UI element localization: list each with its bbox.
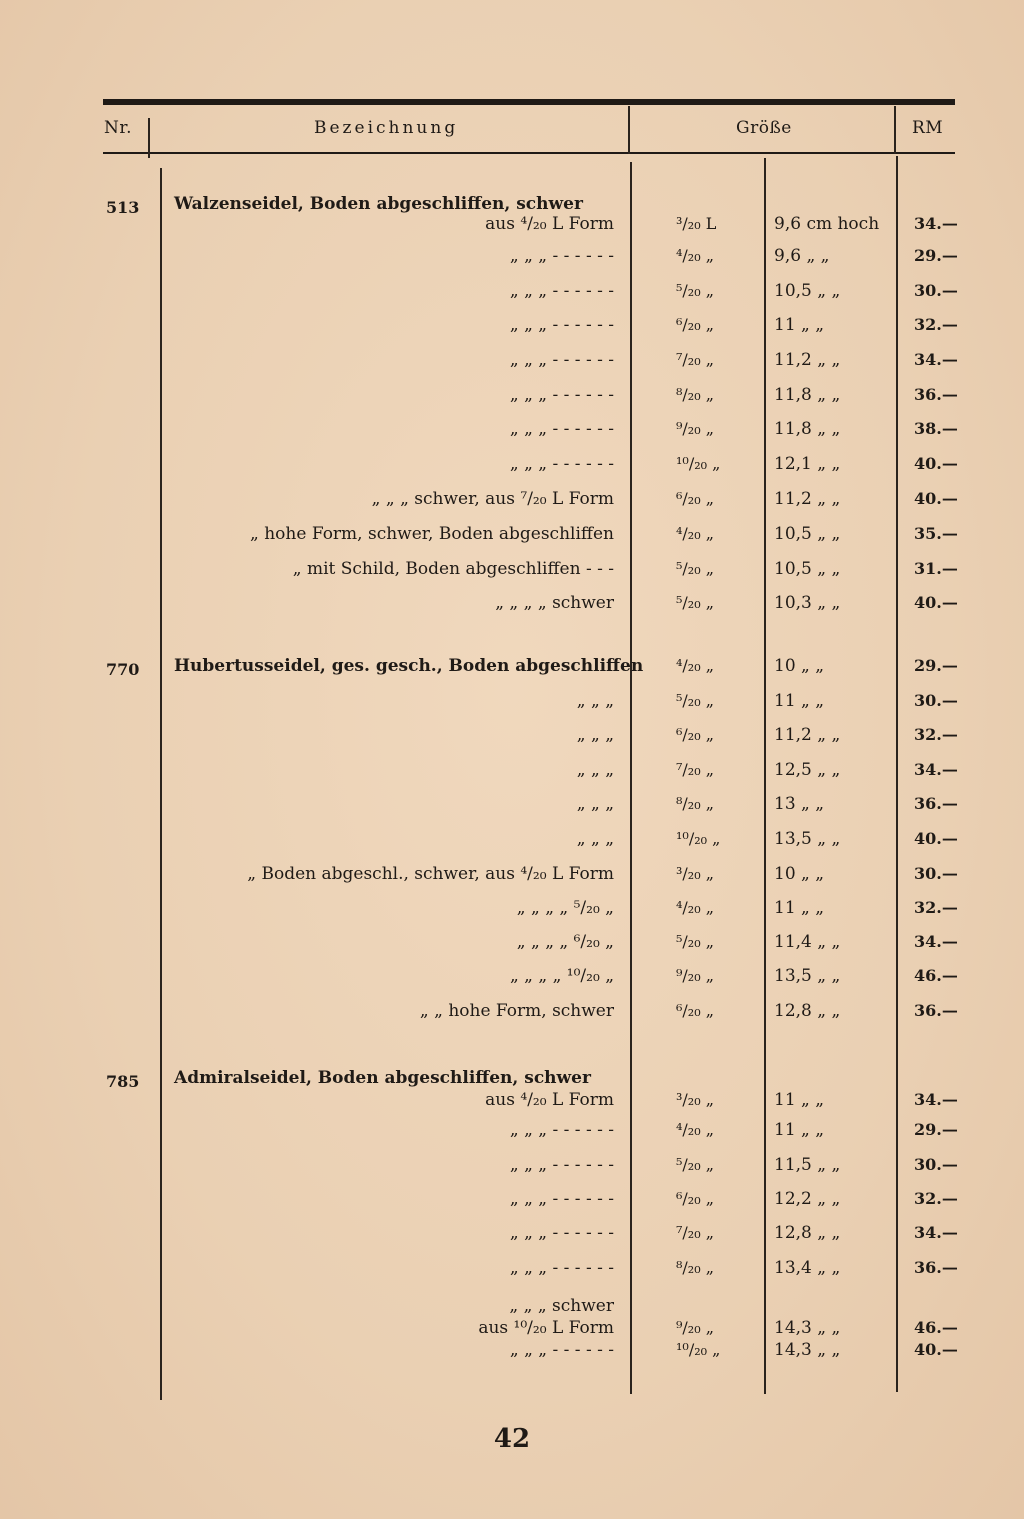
row-description: „ „ „ <box>576 725 614 745</box>
row-price: 32.— <box>914 1189 958 1208</box>
row-size: ¹⁰/₂₀ „ <box>676 1340 721 1359</box>
row-price: 34.— <box>914 1223 958 1242</box>
row-dimension: 12,1 „ „ <box>774 454 841 474</box>
row-dimension: 9,6 cm hoch <box>774 214 880 234</box>
row-size: ⁶/₂₀ „ <box>676 489 715 508</box>
row-size: ³/₂₀ „ <box>676 1090 715 1109</box>
row-description: „ „ „ - - - - - - <box>509 315 614 335</box>
row-description: „ „ „ schwer, aus ⁷/₂₀ L Form <box>371 489 614 509</box>
row-price: 30.— <box>914 1155 958 1174</box>
header-groesse: Größe <box>736 118 792 138</box>
row-price: 36.— <box>914 1001 958 1020</box>
col-divider <box>148 118 150 158</box>
row-dimension: 12,5 „ „ <box>774 760 841 780</box>
row-dimension: 11 „ „ <box>774 1120 825 1140</box>
row-price: 30.— <box>914 864 958 883</box>
row-description: „ „ „ <box>576 794 614 814</box>
row-size: ⁷/₂₀ „ <box>676 760 715 779</box>
row-size: ⁸/₂₀ „ <box>676 385 715 404</box>
item-number: 770 <box>106 660 140 679</box>
row-description: „ „ „ - - - - - - <box>509 1155 614 1175</box>
row-dimension: 10,3 „ „ <box>774 593 841 613</box>
col-divider <box>630 162 632 1394</box>
row-size: ⁵/₂₀ „ <box>676 593 715 612</box>
row-dimension: 13 „ „ <box>774 794 825 814</box>
row-size: ⁴/₂₀ „ <box>676 656 715 675</box>
row-dimension: 10,5 „ „ <box>774 559 841 579</box>
row-description: „ „ „ „ schwer <box>495 593 614 613</box>
row-description: „ „ „ - - - - - - <box>509 385 614 405</box>
row-size: ⁸/₂₀ „ <box>676 1258 715 1277</box>
col-divider <box>764 158 766 1394</box>
row-size: ⁶/₂₀ „ <box>676 725 715 744</box>
row-description: „ „ „ - - - - - - <box>509 1189 614 1209</box>
row-size: ⁴/₂₀ „ <box>676 1120 715 1139</box>
row-size: ³/₂₀ „ <box>676 864 715 883</box>
row-price: 30.— <box>914 281 958 300</box>
row-description: „ Boden abgeschl., schwer, aus ⁴/₂₀ L Form <box>247 864 614 884</box>
row-dimension: 14,3 „ „ <box>774 1318 841 1338</box>
row-size: ⁷/₂₀ „ <box>676 1223 715 1242</box>
row-price: 40.— <box>914 454 958 473</box>
row-price: 34.— <box>914 932 958 951</box>
row-price: 29.— <box>914 656 958 675</box>
row-dimension: 14,3 „ „ <box>774 1340 841 1360</box>
row-description: „ „ hohe Form, schwer <box>419 1001 614 1021</box>
col-divider <box>894 106 896 154</box>
row-description: „ „ „ <box>576 760 614 780</box>
row-description: „ „ „ - - - - - - <box>509 1120 614 1140</box>
row-dimension: 12,2 „ „ <box>774 1189 841 1209</box>
row-price: 36.— <box>914 385 958 404</box>
row-size: ⁵/₂₀ „ <box>676 932 715 951</box>
row-description: „ „ „ - - - - - - <box>509 1340 614 1360</box>
row-price: 34.— <box>914 214 958 233</box>
row-dimension: 10,5 „ „ <box>774 524 841 544</box>
row-price: 46.— <box>914 966 958 985</box>
row-dimension: 11,2 „ „ <box>774 350 841 370</box>
row-description: „ „ „ - - - - - - <box>509 419 614 439</box>
page-number: 42 <box>493 1424 531 1454</box>
row-description: „ mit Schild, Boden abgeschliffen - - - <box>292 559 614 579</box>
row-price: 30.— <box>914 691 958 710</box>
row-size: ⁹/₂₀ „ <box>676 966 715 985</box>
row-price: 29.— <box>914 246 958 265</box>
row-description: „ hohe Form, schwer, Boden abgeschliffen <box>250 524 614 544</box>
row-size: ⁶/₂₀ „ <box>676 1001 715 1020</box>
row-dimension: 11 „ „ <box>774 1090 825 1110</box>
item-title: Hubertusseidel, ges. gesch., Boden abgeschliffen <box>174 656 644 676</box>
row-dimension: 11,2 „ „ <box>774 725 841 745</box>
row-price: 46.— <box>914 1318 958 1337</box>
row-size: ⁵/₂₀ „ <box>676 1155 715 1174</box>
row-price: 36.— <box>914 1258 958 1277</box>
row-description: aus ⁴/₂₀ L Form <box>485 1090 614 1110</box>
row-description: „ „ „ - - - - - - <box>509 1258 614 1278</box>
row-size: ⁵/₂₀ „ <box>676 559 715 578</box>
row-price: 34.— <box>914 1090 958 1109</box>
row-size: ⁴/₂₀ „ <box>676 524 715 543</box>
row-dimension: 13,5 „ „ <box>774 829 841 849</box>
row-description: „ „ „ <box>576 691 614 711</box>
row-price: 36.— <box>914 794 958 813</box>
row-description: aus ¹⁰/₂₀ L Form <box>478 1318 614 1338</box>
row-price: 32.— <box>914 725 958 744</box>
row-dimension: 11,5 „ „ <box>774 1155 841 1175</box>
row-size: ⁶/₂₀ „ <box>676 1189 715 1208</box>
row-description: aus ⁴/₂₀ L Form <box>485 214 614 234</box>
row-size: ⁵/₂₀ „ <box>676 281 715 300</box>
row-dimension: 11 „ „ <box>774 898 825 918</box>
row-price: 32.— <box>914 898 958 917</box>
item-number: 513 <box>106 198 140 217</box>
col-divider <box>160 168 162 1400</box>
row-dimension: 11,8 „ „ <box>774 385 841 405</box>
row-dimension: 12,8 „ „ <box>774 1223 841 1243</box>
row-description: „ „ „ - - - - - - <box>509 246 614 266</box>
row-description: „ „ „ - - - - - - <box>509 350 614 370</box>
item-title: Admiralseidel, Boden abgeschliffen, schwer <box>174 1068 591 1088</box>
row-description: „ „ „ - - - - - - <box>509 454 614 474</box>
row-dimension: 10 „ „ <box>774 864 825 884</box>
row-dimension: 12,8 „ „ <box>774 1001 841 1021</box>
row-size: ⁶/₂₀ „ <box>676 315 715 334</box>
row-price: 34.— <box>914 350 958 369</box>
row-price: 40.— <box>914 593 958 612</box>
row-description: „ „ „ schwer <box>509 1296 614 1316</box>
row-size: ¹⁰/₂₀ „ <box>676 829 721 848</box>
row-description: „ „ „ <box>576 829 614 849</box>
row-description: „ „ „ - - - - - - <box>509 1223 614 1243</box>
row-price: 32.— <box>914 315 958 334</box>
row-dimension: 13,4 „ „ <box>774 1258 841 1278</box>
row-price: 40.— <box>914 489 958 508</box>
row-size: ⁸/₂₀ „ <box>676 794 715 813</box>
header-nr: Nr. <box>104 118 133 138</box>
row-price: 34.— <box>914 760 958 779</box>
row-description: „ „ „ „ ¹⁰/₂₀ „ <box>509 966 614 986</box>
row-price: 40.— <box>914 829 958 848</box>
item-number: 785 <box>106 1072 140 1091</box>
row-dimension: 13,5 „ „ <box>774 966 841 986</box>
row-size: ⁵/₂₀ „ <box>676 691 715 710</box>
col-divider <box>628 106 630 154</box>
top-rule <box>103 99 955 105</box>
row-size: ⁴/₂₀ „ <box>676 246 715 265</box>
col-divider <box>896 156 898 1392</box>
row-price: 35.— <box>914 524 958 543</box>
row-price: 31.— <box>914 559 958 578</box>
row-description: „ „ „ „ ⁵/₂₀ „ <box>516 898 614 918</box>
item-title: Walzenseidel, Boden abgeschliffen, schwer <box>174 194 583 214</box>
header-rm: RM <box>912 118 944 138</box>
row-price: 38.— <box>914 419 958 438</box>
row-dimension: 11,2 „ „ <box>774 489 841 509</box>
row-size: ⁴/₂₀ „ <box>676 898 715 917</box>
row-price: 40.— <box>914 1340 958 1359</box>
header-rule <box>103 152 955 154</box>
row-dimension: 11,4 „ „ <box>774 932 841 952</box>
row-size: ⁷/₂₀ „ <box>676 350 715 369</box>
row-size: ⁹/₂₀ „ <box>676 419 715 438</box>
row-size: ³/₂₀ L <box>676 214 717 233</box>
row-size: ⁹/₂₀ „ <box>676 1318 715 1337</box>
row-dimension: 9,6 „ „ <box>774 246 830 266</box>
row-dimension: 10,5 „ „ <box>774 281 841 301</box>
row-dimension: 10 „ „ <box>774 656 825 676</box>
row-dimension: 11 „ „ <box>774 691 825 711</box>
row-price: 29.— <box>914 1120 958 1139</box>
row-description: „ „ „ - - - - - - <box>509 281 614 301</box>
row-dimension: 11,8 „ „ <box>774 419 841 439</box>
row-dimension: 11 „ „ <box>774 315 825 335</box>
header-bezeichnung: Bezeichnung <box>314 118 459 138</box>
row-size: ¹⁰/₂₀ „ <box>676 454 721 473</box>
row-description: „ „ „ „ ⁶/₂₀ „ <box>516 932 614 952</box>
